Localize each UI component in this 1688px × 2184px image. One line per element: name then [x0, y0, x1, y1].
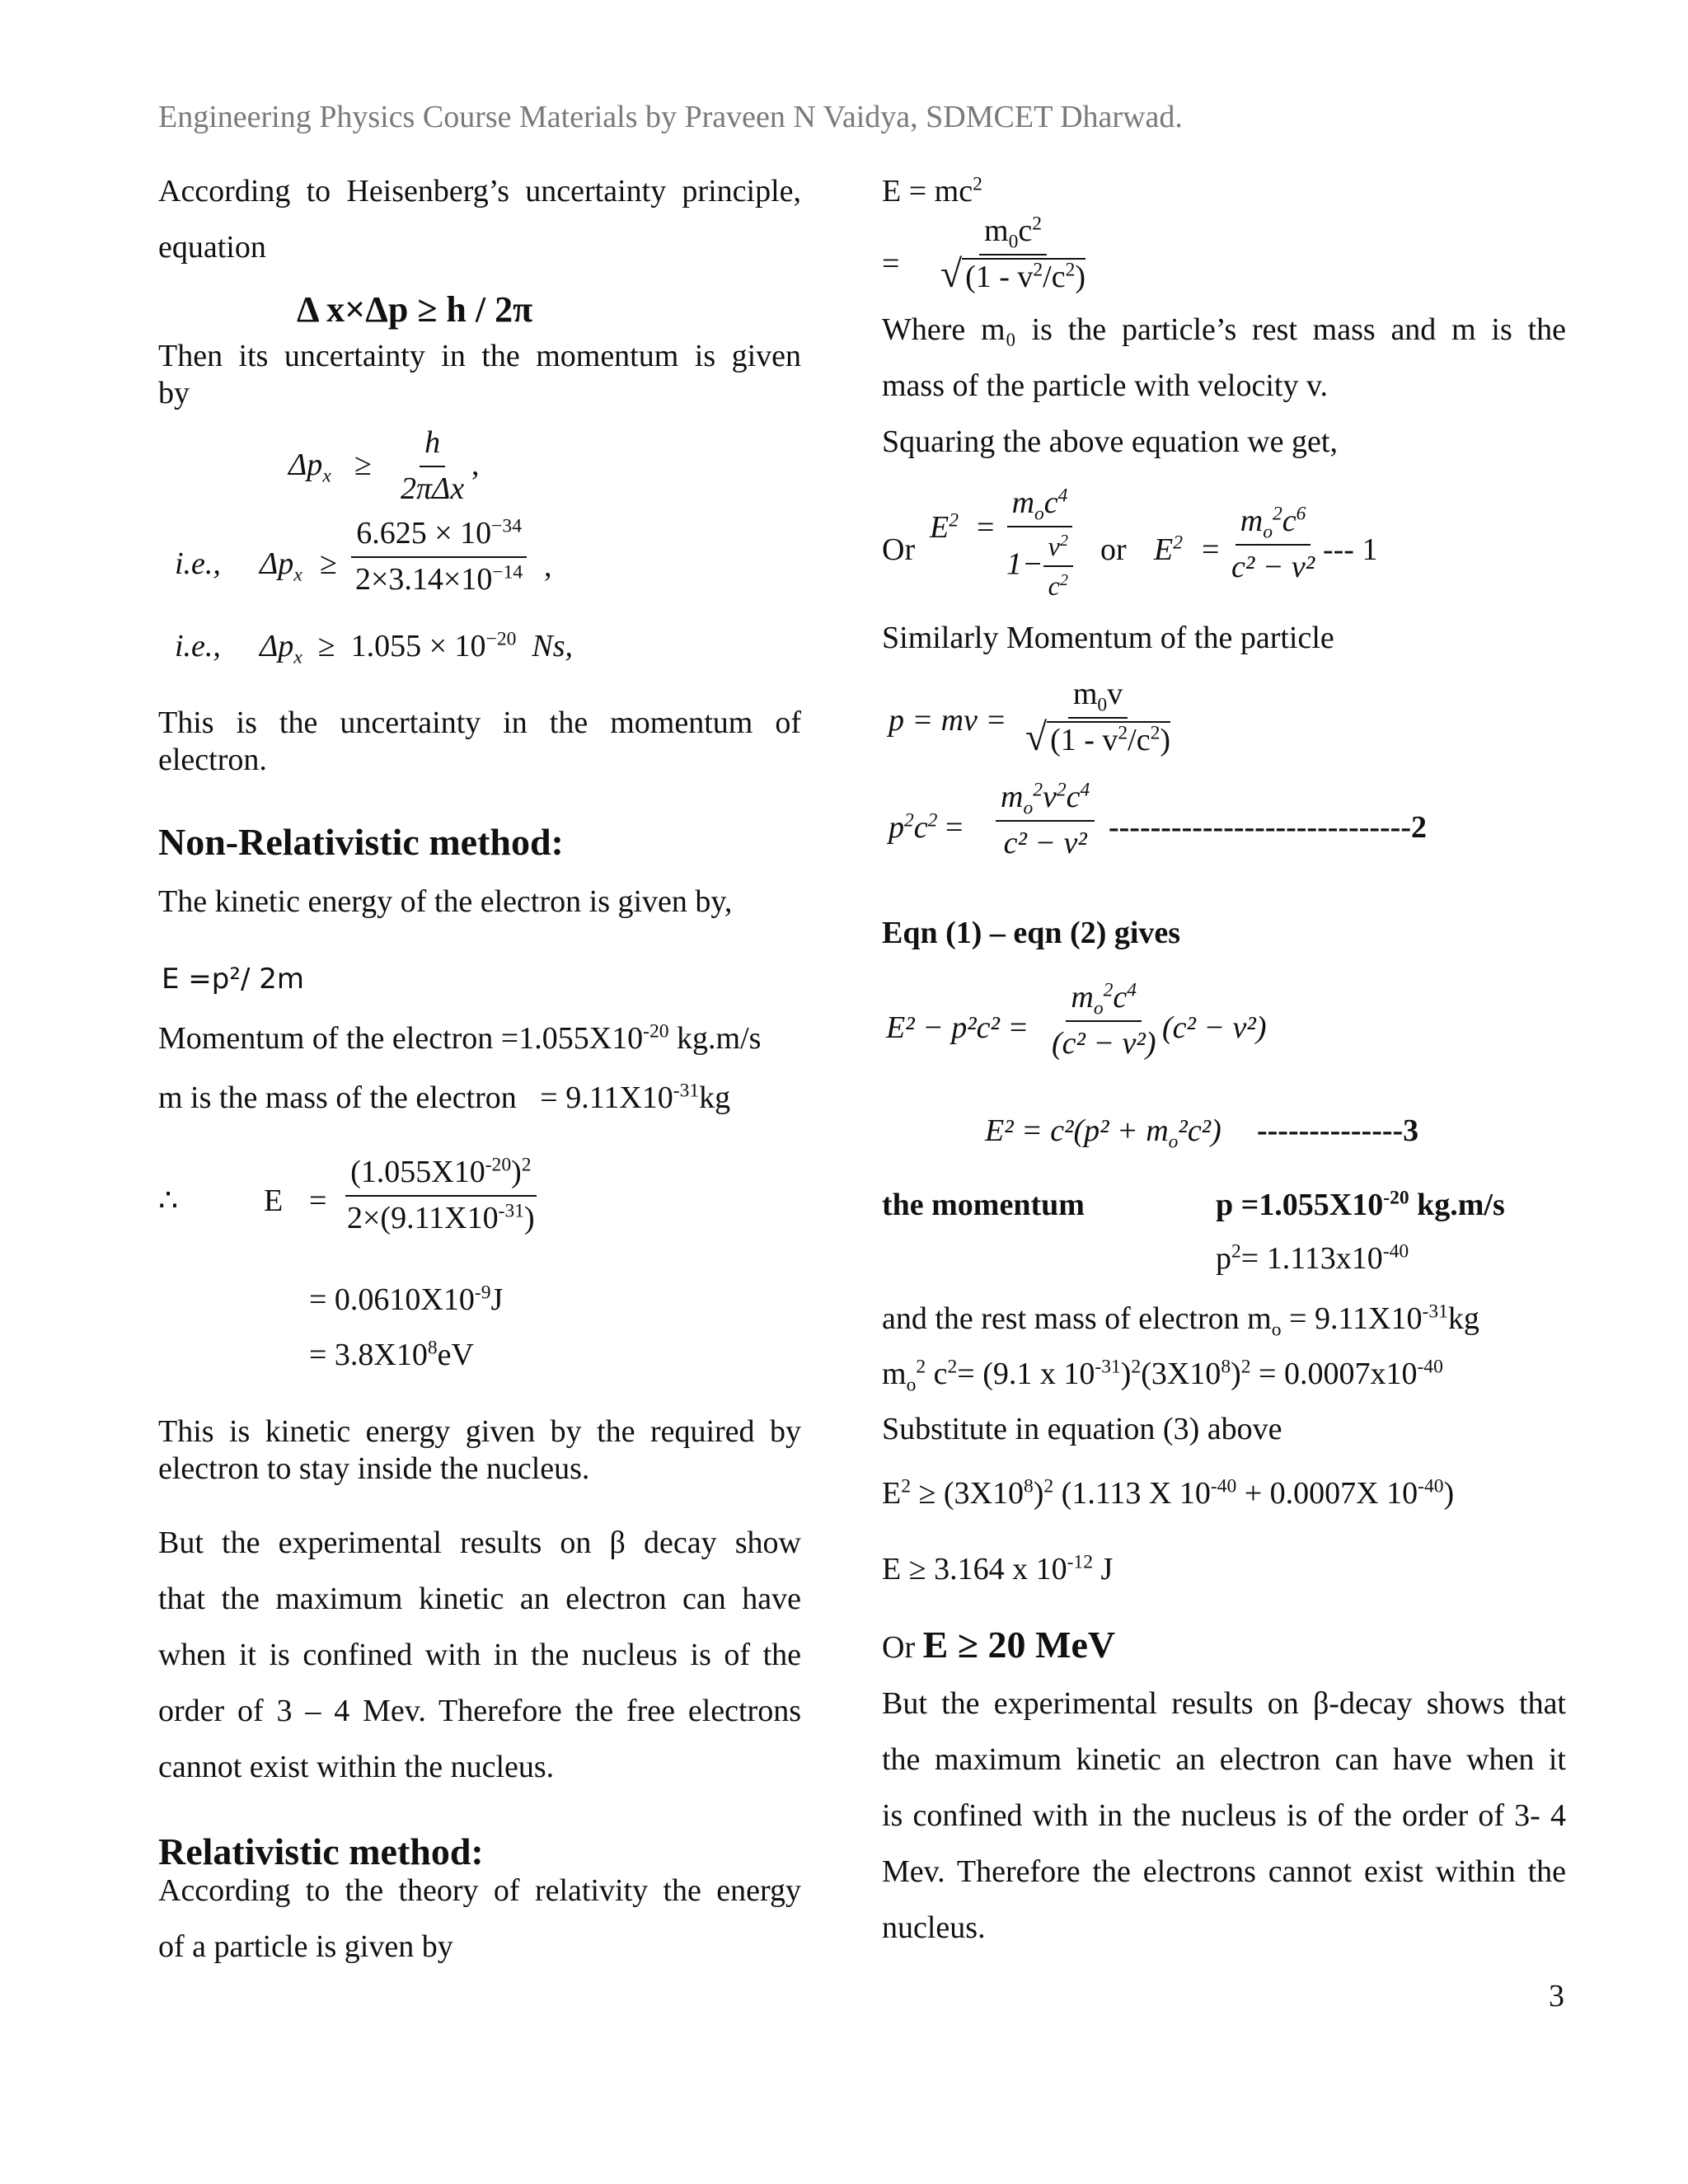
- equation-line: $E^2 \ge (3X10^8)^2$ (1.113 X $10^{-40} + 0.0007X$ $10^{-40}$): [882, 1475, 1455, 1511]
- paragraph-line: But the experimental results on β decay show: [158, 1526, 801, 1560]
- equation-symbol: ,: [544, 549, 552, 583]
- label: the momentum: [882, 1188, 1085, 1222]
- equation-line: $m_o^2$ $c^2= (9.1$ x $10^{-31})^2(3X10^8)^2 = 0.0007x10^{-40}$: [882, 1356, 1443, 1396]
- paragraph: electron to stay inside the nucleus.: [158, 1451, 590, 1486]
- equation-label: i.e.,: [175, 629, 221, 663]
- equation-symbol: $E^2$: [1154, 532, 1183, 567]
- value: $p =1.055X10^{-20}$ kg.m/s: [1216, 1187, 1505, 1222]
- paragraph: Where m₀ is the particle’s rest mass and m is the: [882, 312, 1566, 347]
- paragraph: According to Heisenberg’s uncertainty principle,: [158, 174, 801, 209]
- paragraph: mass of the particle with velocity v.: [882, 368, 1328, 403]
- equation-fraction: $\frac{6.625 \times 10^{-34}}{2\times 3.14\times 10^{-14}}$: [350, 515, 528, 598]
- paragraph: Similarly Momentum of the particle: [882, 621, 1334, 655]
- value: $p^2= 1.113x10^{-40}$: [1216, 1240, 1409, 1276]
- equation-symbol: ∴: [158, 1183, 179, 1218]
- section-heading: Relativistic method:: [158, 1830, 484, 1872]
- paragraph-line: nucleus.: [882, 1910, 986, 1945]
- equation-result: $\Delta p_x \ge 1.055 \times 10^{-20}$ Ns,: [260, 628, 574, 668]
- equation-symbol: ≥: [354, 448, 372, 482]
- equation-ke: E =p²/ 2m: [162, 963, 305, 996]
- paragraph-line: Mev. Therefore the electrons cannot exist within the: [882, 1854, 1566, 1889]
- equation-fraction: $\frac{(1.055X10^{-20})^2}{2\times(9.11X10^{-31})}$: [347, 1154, 535, 1235]
- equation-caption: Eqn (1) – eqn (2) gives: [882, 916, 1181, 950]
- equation-tag: -----------------------------2: [1109, 810, 1427, 845]
- equation-fraction: $\frac{m_o^2v^2c^4}{\text{c² − v²}}$: [996, 779, 1095, 862]
- equation-symbol: p = mv =: [889, 703, 1007, 738]
- equation-fraction: $\frac{h}{\text{2πΔx}}$: [401, 425, 465, 506]
- result-line: = $0.0610X10^{-9}J$: [309, 1282, 504, 1317]
- equation-symbol: E² − p²c² =: [886, 1010, 1029, 1045]
- equation-symbol: =: [1202, 532, 1220, 567]
- equation-label: i.e.,: [175, 546, 221, 581]
- paragraph: equation: [158, 230, 266, 265]
- paragraph: The kinetic energy of the electron is given by,: [158, 884, 733, 919]
- page-header: Engineering Physics Course Materials by Praveen N Vaidya, SDMCET Dharwad.: [158, 100, 1183, 134]
- paragraph: Substitute in equation (3) above: [882, 1412, 1282, 1446]
- paragraph-line: the maximum kinetic an electron can have when it: [882, 1742, 1566, 1777]
- equation-symbol: $\Delta p_x$: [260, 546, 302, 586]
- paragraph: Then its uncertainty in the momentum is given: [158, 339, 801, 373]
- paragraph: Momentum of the electron $=1.055X10^{-20}$ kg.m/s: [158, 1020, 762, 1056]
- equation-symbol: E: [264, 1183, 284, 1218]
- paragraph: and the rest mass of electron $m_o = 9.11X10^{-31}kg$: [882, 1301, 1479, 1341]
- paragraph-line: is confined with in the nucleus is of the order of 3- 4: [882, 1798, 1566, 1833]
- equation-fraction: $\frac{m_0c^2}{√ (1 - v^2/c^2)}$: [940, 213, 1086, 296]
- paragraph: electron.: [158, 743, 267, 777]
- paragraph: Squaring the above equation we get,: [882, 424, 1338, 459]
- paragraph: of a particle is given by: [158, 1929, 453, 1964]
- equation-fraction: $\frac{m_o^2c^6}{\text{c² − v²}}$: [1231, 503, 1315, 584]
- paragraph-line: that the maximum kinetic an electron can have: [158, 1582, 801, 1616]
- paragraph-line: order of 3 – 4 Mev. Therefore the free electrons: [158, 1694, 801, 1728]
- equation-label: or: [1100, 532, 1127, 567]
- equation-fraction: $\frac{m_0v}{√ (1 - v^2/c^2)}$: [1025, 677, 1171, 759]
- equation-fraction: $m_oc^4$ 1− $\frac{v^2}{c^2}$: [1001, 485, 1078, 602]
- paragraph: According to the theory of relativity the energy: [158, 1873, 801, 1908]
- paragraph: m is the mass of the electron = $9.11X10^{-31}kg$: [158, 1080, 731, 1115]
- paragraph-line: when it is confined with in the nucleus is of the: [158, 1638, 801, 1672]
- result-line: Or E ≥ 20 MeV: [882, 1624, 1116, 1666]
- equation-symbol: (c² − v²): [1162, 1010, 1267, 1045]
- paragraph-line: But the experimental results on β-decay shows that: [882, 1686, 1566, 1721]
- equation-label: Or: [882, 532, 916, 567]
- paragraph: by: [158, 376, 190, 410]
- equation-line: E ≥ 3.164 x $10^{-12}$ J: [882, 1551, 1114, 1586]
- result-line: = $3.8X10^8eV$: [309, 1337, 474, 1372]
- page-number: 3: [1549, 1979, 1564, 2013]
- equation-tag: --- 1: [1323, 532, 1378, 567]
- equation-3: $E^2 = c^2(p^2 + m_o^2c^2)$: [985, 1113, 1221, 1153]
- equation-symbol: =: [309, 1183, 327, 1218]
- equation-symbol: ,: [471, 448, 480, 482]
- section-heading: Non-Relativistic method:: [158, 821, 564, 863]
- equation-symbol: $p^2c^2$ =: [889, 809, 964, 845]
- equation-symbol: $\Delta p_x$: [288, 448, 331, 487]
- equation-symbol: =: [977, 510, 995, 545]
- paragraph: This is kinetic energy given by the required by: [158, 1414, 801, 1449]
- paragraph: This is the uncertainty in the momentum of: [158, 705, 801, 740]
- equation-uncertainty: Δ x×Δp ≥ h / 2π: [297, 289, 533, 330]
- paragraph-line: cannot exist within the nucleus.: [158, 1750, 555, 1784]
- equation-emc2: $E = mc^2$: [882, 173, 982, 209]
- equation-fraction: $\frac{m_o^2c^4}{\text{(c² − v²)}}$: [1052, 979, 1156, 1061]
- equation-tag: --------------3: [1257, 1113, 1419, 1148]
- equation-symbol: ≥: [320, 546, 337, 581]
- equation-symbol: $E^2$: [930, 509, 959, 545]
- equation-symbol: =: [882, 246, 900, 281]
